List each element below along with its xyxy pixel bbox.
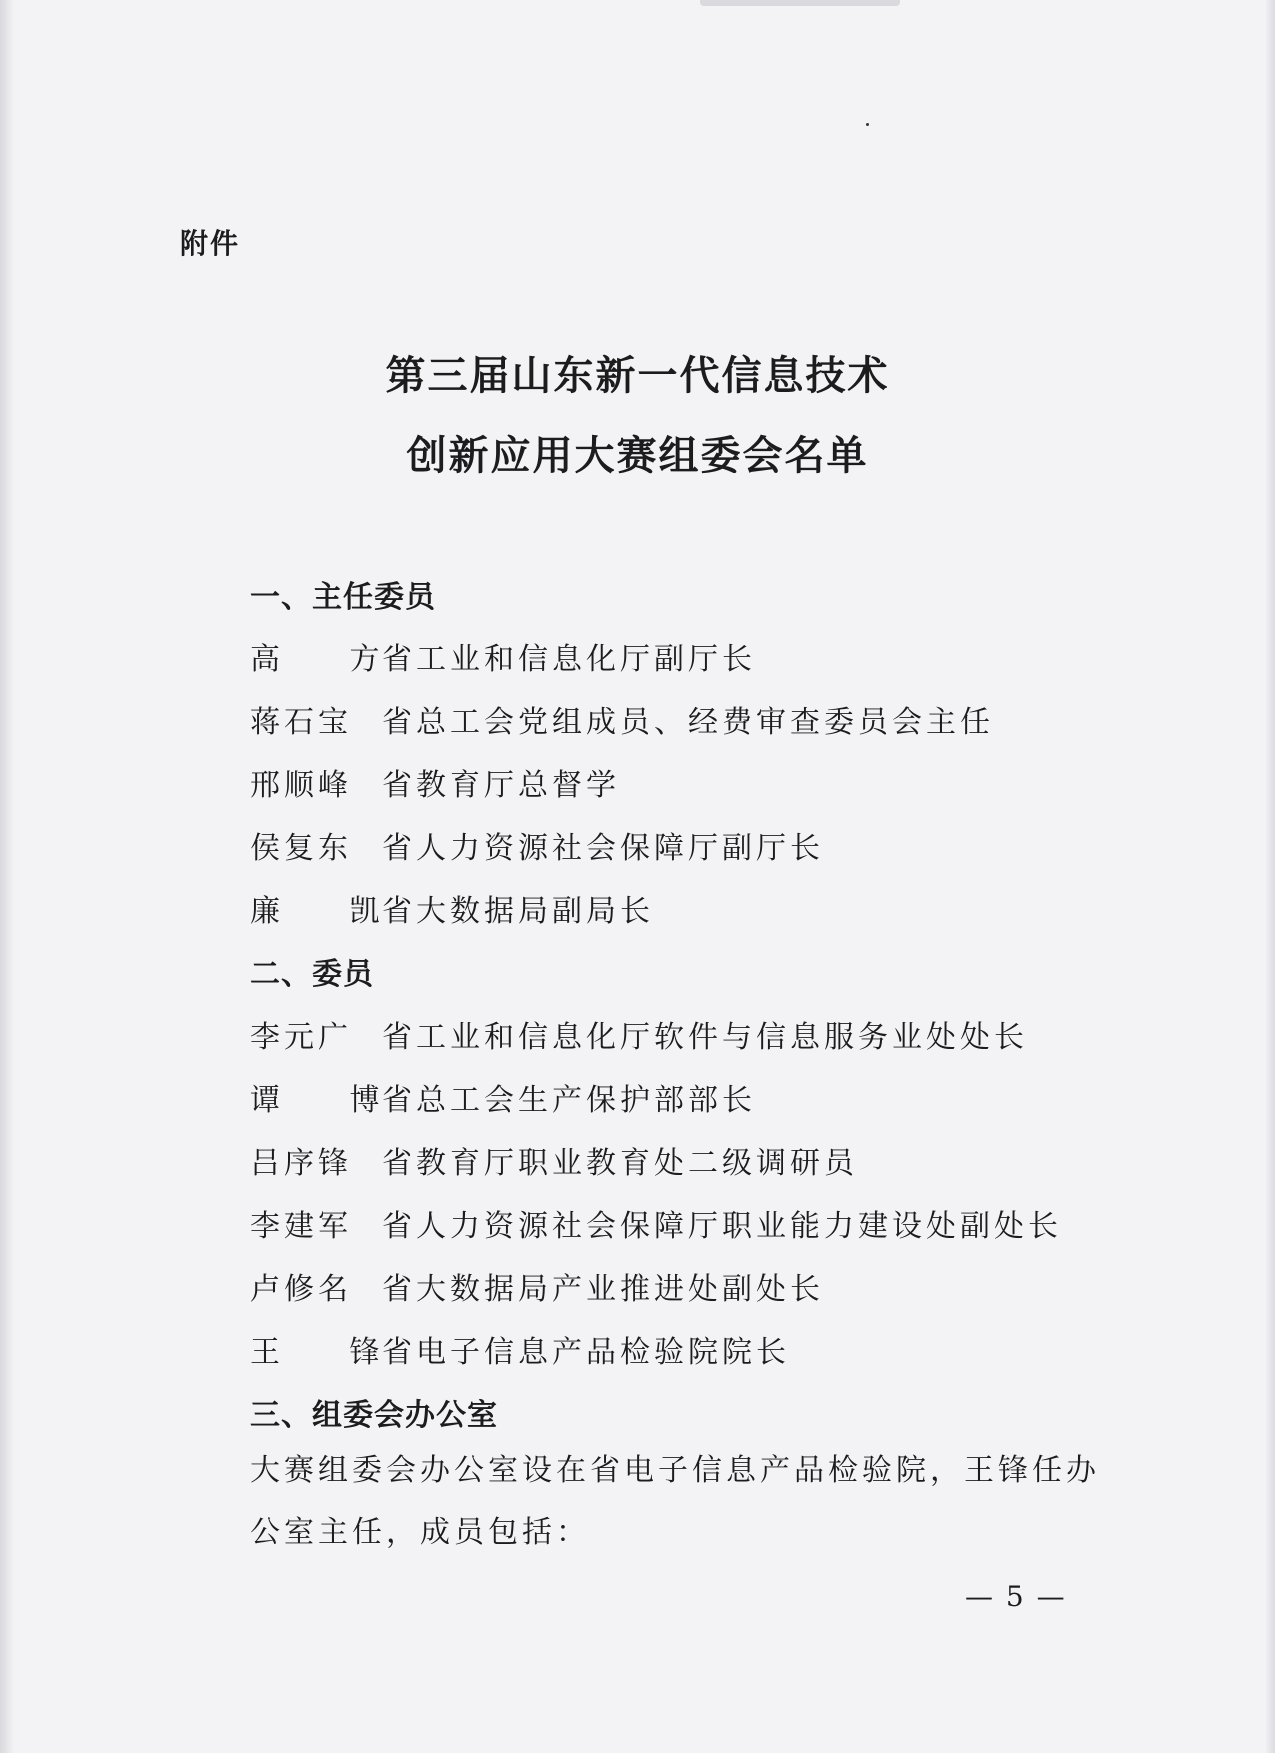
member-name: 李建军 (250, 1209, 352, 1244)
document-title-line-1: 第三届山东新一代信息技术 (385, 353, 890, 399)
member-name: 侯复东 (250, 831, 352, 866)
section-heading-office: 三、组委会办公室 (250, 1398, 498, 1433)
page-top-shadow (700, 0, 900, 6)
office-paragraph (180, 1440, 1100, 1564)
office-paragraph-text: 大赛组委会办公室设在省电子信息产品检验院，王锋任办公室主任，成员包括： (250, 1453, 1100, 1550)
member-name: 吕序锋 (250, 1146, 352, 1181)
member-role: 省人力资源社会保障厅职业能力建设处副处长 (382, 1209, 1062, 1244)
member-role: 省大数据局产业推进处副处长 (382, 1272, 824, 1307)
member-name: 蒋石宝 (250, 705, 352, 740)
member-role: 省工业和信息化厅软件与信息服务业处处长 (382, 1020, 1028, 1055)
member-name: 邢顺峰 (250, 768, 352, 803)
member-role: 省教育厅职业教育处二级调研员 (382, 1146, 858, 1181)
section-heading-members: 二、委员 (250, 957, 374, 992)
page-left-shadow (0, 0, 14, 1753)
member-role: 省大数据局副局长 (382, 894, 654, 929)
document-title-line-2: 创新应用大赛组委会名单 (406, 433, 869, 479)
member-role: 省教育厅总督学 (382, 768, 620, 803)
member-role: 省总工会生产保护部部长 (382, 1083, 756, 1118)
member-role: 省工业和信息化厅副厅长 (382, 642, 756, 677)
member-role: 省电子信息产品检验院院长 (382, 1335, 790, 1370)
member-role: 省人力资源社会保障厅副厅长 (382, 831, 824, 866)
scan-speck (866, 123, 869, 126)
member-name: 李元广 (250, 1020, 352, 1055)
member-name: 谭 博 (250, 1083, 410, 1118)
member-name: 卢修名 (250, 1272, 352, 1307)
member-name: 廉 凯 (250, 894, 410, 929)
page-number: — 5 — (965, 1580, 1067, 1613)
member-name: 高 方 (250, 642, 410, 677)
attachment-label: 附件 (180, 227, 241, 260)
section-heading-directors: 一、主任委员 (250, 580, 436, 615)
member-name: 王 锋 (250, 1335, 410, 1370)
member-role: 省总工会党组成员、经费审查委员会主任 (382, 705, 994, 740)
page-right-shadow (1265, 0, 1275, 1753)
